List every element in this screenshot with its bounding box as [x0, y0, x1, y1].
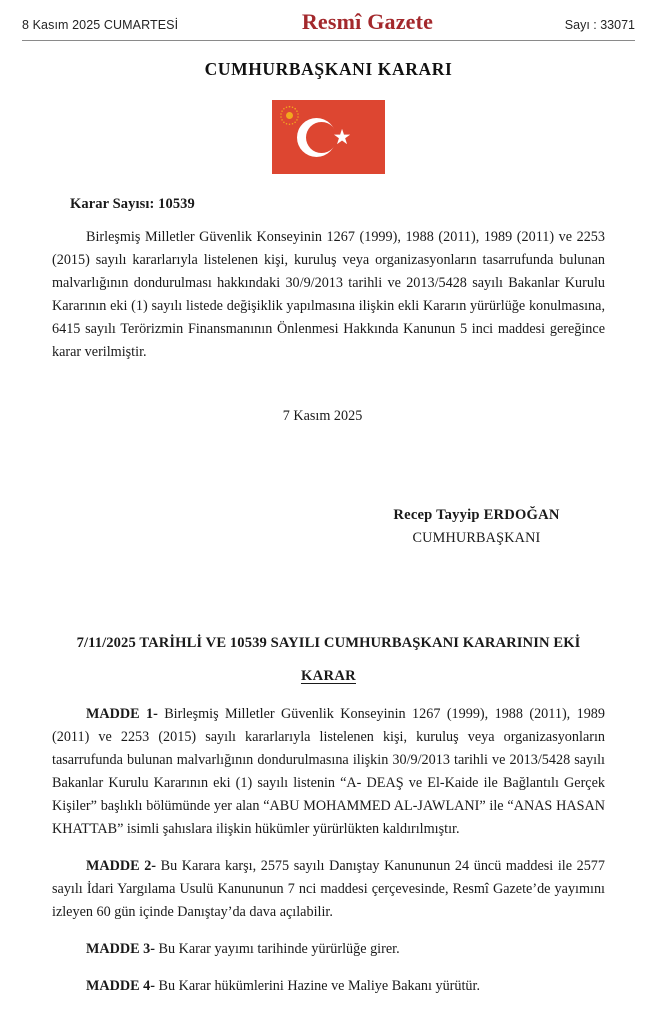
header-divider [22, 40, 635, 41]
article-item [52, 975, 605, 998]
article-number: MADDE 4- [86, 977, 155, 994]
article-item [52, 938, 605, 961]
article-number: MADDE 1- [86, 705, 158, 722]
signatory-name: Recep Tayyip ERDOĞAN [393, 507, 560, 523]
issue-number: Sayı : 33071 [564, 18, 635, 32]
gazette-masthead-title: Resmî Gazete [301, 9, 434, 34]
page-title: CUMHURBAŞKANI KARARI [204, 59, 453, 79]
signatory-role: CUMHURBAŞKANI [412, 529, 541, 546]
article-text: Bu Karar yayımı tarihinde yürürlüğe girer. [154, 940, 400, 957]
body-paragraph: Birleşmiş Milletler Güvenlik Konseyinin 1267 (1999), 1988 (2011), 1989 (2011) ve 2253 (2015) sayılı kararlarıyla listelenen kişi, kuruluş veya organizasyonların tasarrufunda bulunan malvarlığının dondurulması hakkındaki 30/9/2013 tarihli ve 2013/5428 sayılı Bakanlar Kurulu Kararının eki (1) sayılı listede değişiklik yapılmasına ilişkin ekli Kararın yürürlüğe konulmasına, 6415 sayılı Terörizmin Finansmanının Önlenmesi Hakkında Kanunun 5 inci maddesi gereğince karar verilmiştir. [52, 229, 605, 360]
decision-number: Karar Sayısı: 10539 [70, 196, 195, 212]
article-text: Bu Karar hükümlerini Hazine ve Maliye Bakanı yürütür. [154, 977, 481, 994]
publication-date: 8 Kasım 2025 CUMARTESİ [22, 18, 179, 32]
article-number: MADDE 2- [86, 857, 157, 874]
star-icon: ★ [332, 125, 352, 149]
turkish-flag-icon [272, 100, 385, 174]
annex-subheading [0, 668, 657, 685]
page-header [0, 0, 657, 35]
annex-section [0, 633, 657, 998]
annex-heading: 7/11/2025 TARİHLİ VE 10539 SAYILI CUMHURBAŞKANI KARARININ EKİ [76, 634, 581, 651]
signature-block [0, 504, 657, 549]
article-text: Bu Karara karşı, 2575 sayılı Danıştay Kanununun 24 üncü maddesi ile 2577 sayılı İdari Yargılama Usulü Kanununun 7 nci maddesi çerçevesinde, Resmî Gazete’de yayımını izleyen 60 gün içinde Danıştay’da dava açılabilir. [52, 857, 605, 920]
article-text: Birleşmiş Milletler Güvenlik Konseyinin 1267 (1999), 1988 (2011), 1989 (2011) ve 2253 (2015) sayılı kararlarıyla listelenen kişi, kuruluş veya organizasyonların tasarrufunda bulunan malvarlığının dondurulmasına ilişkin 30/9/2013 tarihli ve 2013/5428 sayılı Bakanlar Kurulu Kararının eki (1) sayılı listenin “A- DEAŞ ve El-Kaide ile Bağlantılı Gerçek Kişiler” başlıklı bölümünde yer alan “ABU MOHAMMED AL-JAWLANI” ile “ANAS HASAN KHATTAB” isimli şahıslara ilişkin hükümler yürürlükten kaldırılmıştır. [52, 705, 605, 837]
decision-body [52, 226, 605, 364]
flag-container [0, 100, 657, 174]
article-item [52, 703, 605, 841]
signature-date: 7 Kasım 2025 [282, 408, 363, 424]
articles-list [52, 703, 605, 998]
annex-subheading-text: KARAR [300, 667, 356, 684]
sun-starburst-icon [279, 105, 300, 126]
article-item [52, 855, 605, 924]
article-number: MADDE 3- [86, 940, 155, 957]
